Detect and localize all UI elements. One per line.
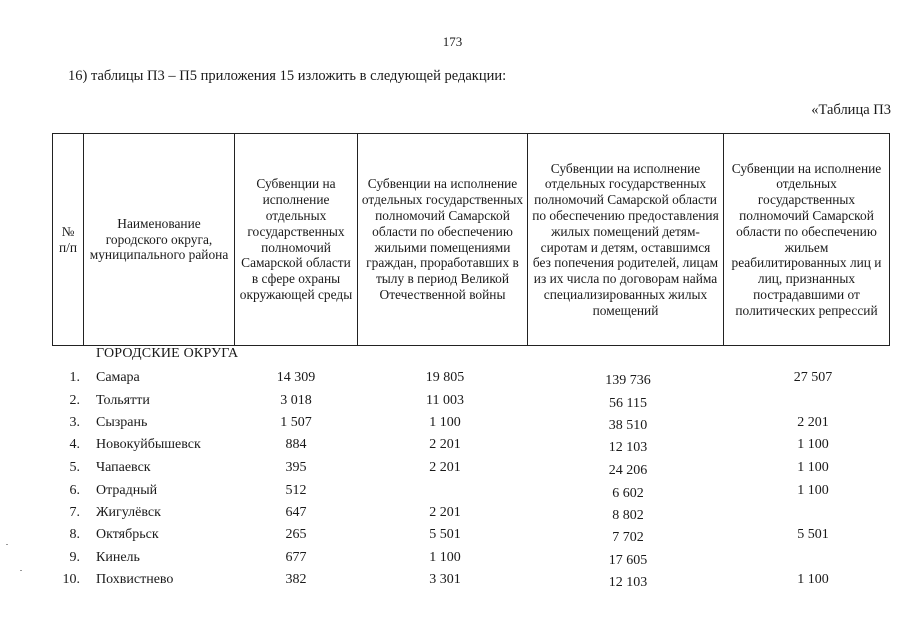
row-value-1: 382 xyxy=(285,572,307,587)
row-name: Сызрань xyxy=(96,415,148,430)
table-row xyxy=(0,550,905,570)
row-num: 3. xyxy=(69,415,80,430)
row-value-2: 2 201 xyxy=(429,460,461,475)
row-name: Новокуйбышевск xyxy=(96,437,201,452)
row-name: Чапаевск xyxy=(96,460,151,475)
row-value-2: 5 501 xyxy=(429,527,461,542)
row-num: 4. xyxy=(69,437,80,452)
table-row xyxy=(0,505,905,525)
row-value-3: 7 702 xyxy=(612,530,644,545)
row-value-1: 3 018 xyxy=(280,393,312,408)
row-value-3: 8 802 xyxy=(612,508,644,523)
row-name: Октябрьск xyxy=(96,527,159,542)
row-num: 6. xyxy=(69,483,80,498)
row-value-2: 2 201 xyxy=(429,505,461,520)
row-num: 7. xyxy=(69,505,80,520)
row-value-3: 38 510 xyxy=(608,418,648,433)
row-value-2: 11 003 xyxy=(426,393,464,408)
header-name: Наименование городского округа, муниципального района xyxy=(84,134,235,346)
table-row xyxy=(0,460,905,480)
row-value-4: 1 100 xyxy=(797,437,829,452)
row-name: Самара xyxy=(96,370,140,385)
row-value-2: 19 805 xyxy=(425,370,465,385)
row-value-3: 12 103 xyxy=(608,440,648,455)
table-header xyxy=(52,133,890,346)
row-name: Кинель xyxy=(96,550,140,565)
row-value-3: 24 206 xyxy=(608,463,648,478)
header-col4: Субвенции на исполнение отдельных государственных полномочий Самарской области по обеспечению жильем реабилитированных лиц и лиц, признанных пострадавшими от политических репрессий xyxy=(724,134,890,346)
header-num: № п/п xyxy=(53,134,84,346)
row-value-4: 2 201 xyxy=(797,415,829,430)
table-row xyxy=(0,415,905,435)
row-num: 2. xyxy=(69,393,80,408)
table-row xyxy=(0,437,905,457)
row-value-1: 884 xyxy=(285,437,307,452)
row-value-3: 17 605 xyxy=(608,553,648,568)
row-name: Отрадный xyxy=(96,483,158,498)
scan-speck xyxy=(20,570,22,571)
row-value-4: 27 507 xyxy=(793,370,833,385)
row-value-1: 512 xyxy=(285,483,307,498)
row-value-2: 3 301 xyxy=(429,572,461,587)
header-col2: Субвенции на исполнение отдельных государственных полномочий Самарской области по обеспечению жильими помещениями граждан, проработавших в тылу в период Великой Отечественной войны xyxy=(358,134,528,346)
row-value-3: 139 736 xyxy=(605,373,651,388)
row-num: 9. xyxy=(69,550,80,565)
row-value-2: 2 201 xyxy=(429,437,461,452)
row-name: Жигулёвск xyxy=(96,505,161,520)
section-title: ГОРОДСКИЕ ОКРУГА xyxy=(96,346,239,361)
row-name: Похвистнево xyxy=(96,572,174,587)
row-value-1: 395 xyxy=(285,460,307,475)
table-row xyxy=(0,527,905,547)
scan-speck xyxy=(6,544,8,545)
page-number: 173 xyxy=(442,34,463,49)
table-caption: «Таблица П3 xyxy=(811,102,891,118)
intro-text: 16) таблицы П3 – П5 приложения 15 изложить в следующей редакции: xyxy=(68,68,507,84)
row-value-3: 6 602 xyxy=(612,486,644,501)
row-value-1: 647 xyxy=(285,505,307,520)
table-row xyxy=(0,393,905,413)
row-num: 1. xyxy=(69,370,80,385)
row-value-1: 1 507 xyxy=(280,415,312,430)
row-value-4: 1 100 xyxy=(797,572,829,587)
row-num: 5. xyxy=(69,460,80,475)
row-value-3: 12 103 xyxy=(608,575,648,590)
row-value-3: 56 115 xyxy=(609,396,647,411)
row-value-1: 265 xyxy=(285,527,307,542)
header-col1: Субвенции на исполнение отдельных государственных полномочий Самарской области в сфере охраны окружающей среды xyxy=(235,134,358,346)
row-value-4: 1 100 xyxy=(797,483,829,498)
row-value-2: 1 100 xyxy=(429,550,461,565)
row-value-1: 677 xyxy=(285,550,307,565)
row-value-4: 5 501 xyxy=(797,527,829,542)
table-row xyxy=(0,572,905,592)
row-value-4: 1 100 xyxy=(797,460,829,475)
table-row xyxy=(0,483,905,503)
row-value-1: 14 309 xyxy=(276,370,316,385)
row-name: Тольятти xyxy=(96,393,150,408)
header-col3: Субвенции на исполнение отдельных государственных полномочий Самарской области по обеспечению предоставления жилых помещений детям-сиротам и детям, оставшимся без попечения родителей, лицам из их числа по договорам найма специализированных жилых помещений xyxy=(528,134,724,346)
row-num: 8. xyxy=(69,527,80,542)
row-num: 10. xyxy=(62,572,80,587)
row-value-2: 1 100 xyxy=(429,415,461,430)
table-row xyxy=(0,370,905,390)
